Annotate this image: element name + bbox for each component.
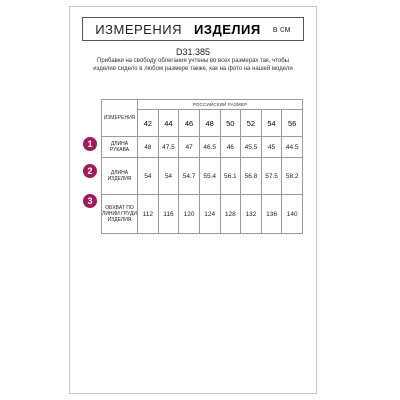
size-header: 56 — [282, 110, 303, 137]
table-cell: 136 — [261, 195, 282, 234]
chart-header — [82, 17, 304, 41]
size-header: 52 — [241, 110, 262, 137]
table-cell: 57.5 — [261, 158, 282, 195]
table-cell: 46.5 — [199, 137, 220, 158]
size-header: 44 — [158, 110, 179, 137]
size-header: 48 — [199, 110, 220, 137]
row-marker-1: 1 — [83, 137, 97, 151]
size-header: 50 — [220, 110, 241, 137]
table-cell: 140 — [282, 195, 303, 234]
table-cell: 116 — [158, 195, 179, 234]
table-cell: 112 — [138, 195, 159, 234]
table-cell: 54 — [138, 158, 159, 195]
size-header: 54 — [261, 110, 282, 137]
fit-note: Прибавки на свободу облегания учтены во всех размерах так, чтобы изделие сидело в любом размере также, как на фото на нашей модели — [93, 58, 293, 72]
size-header: 46 — [179, 110, 200, 137]
table-cell: 45 — [261, 137, 282, 158]
size-group-label: РОССИЙСКИЙ РАЗМЕР — [138, 100, 303, 110]
article-number: D31.385 — [175, 47, 211, 57]
table-cell: 48 — [138, 137, 159, 158]
header-title-light: ИЗМЕРЕНИЯ — [95, 21, 182, 37]
table-cell: 128 — [220, 195, 241, 234]
size-table — [101, 99, 303, 234]
table-cell: 54 — [158, 158, 179, 195]
table-cell: 54.7 — [179, 158, 200, 195]
row-marker-2: 2 — [83, 164, 97, 178]
table-cell: 56.8 — [241, 158, 262, 195]
table-row — [102, 158, 303, 195]
table-cell: 47.5 — [158, 137, 179, 158]
size-header: 42 — [138, 110, 159, 137]
table-cell: 44.5 — [282, 137, 303, 158]
table-corner-label: ИЗМЕРЕНИЯ — [102, 100, 138, 137]
table-cell: 120 — [179, 195, 200, 234]
row-marker-3: 3 — [83, 194, 97, 208]
row-label: ОБХВАТ ПО ЛИНИИ ГРУДИ ИЗДЕЛИЯ — [102, 195, 138, 234]
header-unit: в см — [272, 24, 291, 34]
table-cell: 56.1 — [220, 158, 241, 195]
table-cell: 47 — [179, 137, 200, 158]
table-cell: 46 — [220, 137, 241, 158]
table-cell: 124 — [199, 195, 220, 234]
table-row — [102, 195, 303, 234]
table-row — [102, 137, 303, 158]
table-cell: 132 — [241, 195, 262, 234]
table-cell: 55.4 — [199, 158, 220, 195]
row-label: ДЛИНА РУКАВА — [102, 137, 138, 158]
table-cell: 58.2 — [282, 158, 303, 195]
table-cell: 45.5 — [241, 137, 262, 158]
row-label: ДЛИНА ИЗДЕЛИЯ — [102, 158, 138, 195]
header-title-bold: ИЗДЕЛИЯ — [193, 21, 261, 37]
size-chart-card — [69, 6, 317, 394]
